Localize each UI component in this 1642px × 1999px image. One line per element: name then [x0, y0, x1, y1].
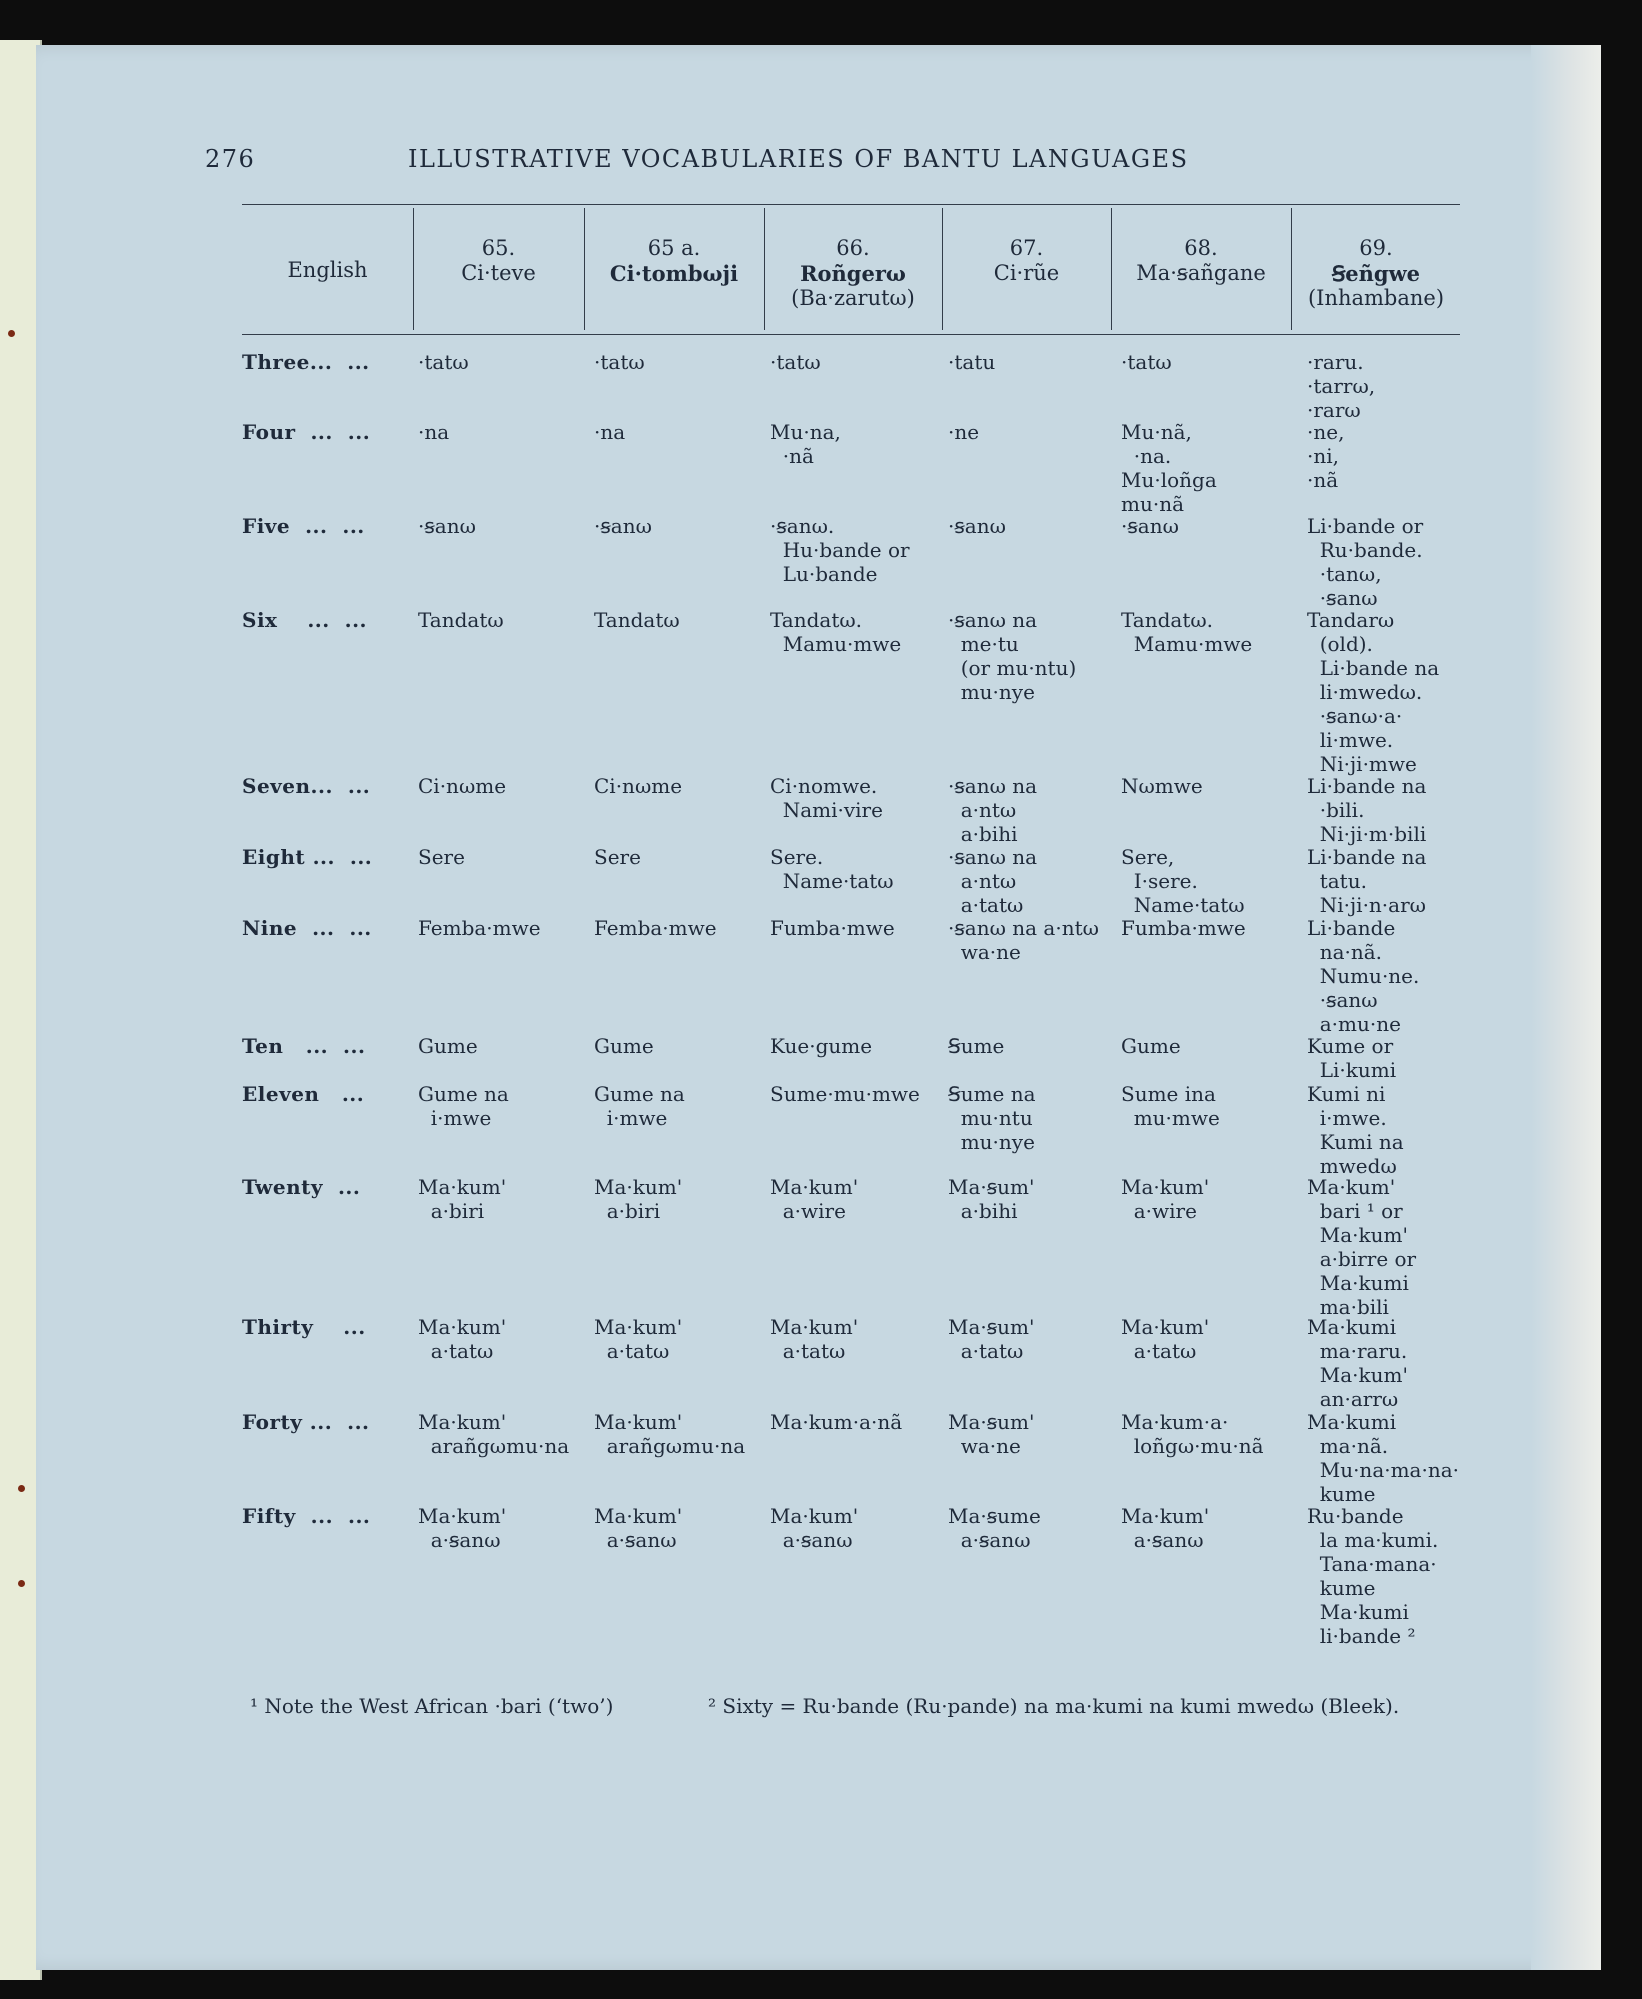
table-cell: Ꞩume	[948, 1034, 1005, 1058]
table-cell: Li·bande na·nã. Numu·ne. ·ꞩanω a·mu·ne	[1307, 916, 1420, 1036]
column-header-0	[242, 258, 413, 283]
table-cell: ·ꞩanω. Hu·bande or Lu·bande	[770, 514, 910, 586]
row-label: Nine ... ...	[242, 916, 372, 940]
table-cell: ·tatu	[948, 350, 996, 374]
column-header-number: 65.	[481, 236, 516, 260]
table-cell: Sere, I·sere. Name·tatω	[1121, 845, 1245, 917]
footnote-1: ¹ Note the West African ·bari (‘two’)	[250, 1694, 614, 1718]
table-cell: Ma·kum' a·wire	[770, 1175, 859, 1223]
column-header-name: Ma·ꞩañgane	[1136, 261, 1266, 285]
table-cell: ·ꞩanω na a·ntω a·bihi	[948, 774, 1038, 846]
row-label: Thirty ...	[242, 1315, 366, 1339]
foxing-spot	[8, 330, 15, 337]
table-cell: Gume na i·mwe	[418, 1082, 509, 1130]
table-cell: Gume	[594, 1034, 654, 1058]
table-cell: Kumi ni i·mwe. Kumi na mwedω	[1307, 1082, 1404, 1178]
table-cell: Mu·na, ·nã	[770, 420, 841, 468]
table-cell: Femba·mwe	[418, 916, 541, 940]
table-cell: Gume	[418, 1034, 478, 1058]
row-label: Forty ... ...	[242, 1410, 370, 1434]
column-header-name: Roñgerω	[800, 261, 906, 286]
column-header-name: English	[287, 258, 368, 282]
table-cell: Ma·kum' a·biri	[418, 1175, 507, 1223]
table-cell: Sere. Name·tatω	[770, 845, 894, 893]
table-cell: ·ꞩanω na a·ntω a·tatω	[948, 845, 1038, 917]
table-cell: Sume ina mu·mwe	[1121, 1082, 1220, 1130]
column-header-number: 69.	[1359, 236, 1393, 260]
column-header-1	[413, 236, 584, 286]
row-label: Twenty ...	[242, 1175, 361, 1199]
table-cell: Ma·kum' arañgωmu·na	[594, 1410, 746, 1458]
table-cell: ·ꞩanω na me·tu (or mu·ntu) mu·nye	[948, 608, 1077, 704]
table-cell: Ma·kum' arañgωmu·na	[418, 1410, 570, 1458]
table-cell: Kume or Li·kumi	[1307, 1034, 1397, 1082]
column-header-number: 66.	[836, 236, 870, 260]
table-cell: Tandatω. Mamu·mwe	[1121, 608, 1253, 656]
table-cell: Sere	[418, 845, 465, 869]
table-cell: ·ꞩanω	[594, 514, 652, 538]
table-cell: Ma·kum' a·ꞩanω	[770, 1504, 859, 1552]
table-cell: Ma·kum' a·ꞩanω	[418, 1504, 507, 1552]
table-cell: Ma·ꞩume a·ꞩanω	[948, 1504, 1041, 1552]
table-cell: ·tatω	[770, 350, 821, 374]
page-title: ILLUSTRATIVE VOCABULARIES OF BANTU LANGUAGES	[408, 145, 1189, 173]
table-cell: Tandatω	[594, 608, 680, 632]
table-cell: ·tatω	[594, 350, 645, 374]
column-header-number: 68.	[1184, 236, 1218, 260]
table-cell: Ru·bande la ma·kumi. Tana·mana· kume Ma·kumi li·bande ²	[1307, 1504, 1439, 1648]
column-header-number: 67.	[1009, 236, 1044, 260]
table-cell: Ma·kum·a·nã	[770, 1410, 903, 1434]
table-cell: Ma·kum' a·biri	[594, 1175, 683, 1223]
table-cell: Kue·gume	[770, 1034, 873, 1058]
table-cell: Ma·ꞩum' wa·ne	[948, 1410, 1035, 1458]
footnote-2: ² Sixty = Ru·bande (Ru·pande) na ma·kumi na kumi mwedω (Bleek).	[708, 1694, 1400, 1718]
table-cell: Ma·kumi ma·nã. Mu·na·ma·na· kume	[1307, 1410, 1460, 1506]
table-cell: ·na	[418, 420, 450, 444]
table-cell: Ci·nωme	[418, 774, 507, 798]
table-cell: ·na	[594, 420, 626, 444]
table-cell: Ma·kum' a·ꞩanω	[594, 1504, 683, 1552]
row-label: Ten ... ...	[242, 1034, 366, 1058]
table-cell: Gume na i·mwe	[594, 1082, 685, 1130]
table-cell: ·ꞩanω na a·ntω wa·ne	[948, 916, 1099, 964]
table-cell: Ma·kum' a·wire	[1121, 1175, 1210, 1223]
column-header-number: 65 a.	[647, 236, 701, 260]
table-cell: ·ꞩanω	[948, 514, 1006, 538]
table-cell: Ci·nomwe. Nami·vire	[770, 774, 883, 822]
table-cell: Fumba·mwe	[770, 916, 895, 940]
column-header-name: Ci·tombωji	[609, 261, 739, 286]
table-cell: Ma·kum' bari ¹ or Ma·kum' a·birre or Ma·kumi ma·bili	[1307, 1175, 1417, 1319]
column-header-6	[1291, 236, 1461, 311]
foxing-spot	[18, 1485, 25, 1492]
table-cell: Ma·kum' a·tatω	[594, 1315, 683, 1363]
table-cell: Tandatω	[418, 608, 504, 632]
table-cell: Li·bande na tatu. Ni·ji·n·arω	[1307, 845, 1427, 917]
table-cell: Li·bande na ·bili. Ni·ji·m·bili	[1307, 774, 1427, 846]
row-label: Five ... ...	[242, 514, 365, 538]
table-cell: Ma·ꞩum' a·bihi	[948, 1175, 1035, 1223]
table-cell: Ma·kum·a· loñgω·mu·nã	[1121, 1410, 1264, 1458]
table-cell: ·tatω	[1121, 350, 1172, 374]
table-cell: Tandatω. Mamu·mwe	[770, 608, 902, 656]
table-cell: Ma·kum' a·tatω	[770, 1315, 859, 1363]
table-cell: Sere	[594, 845, 641, 869]
column-header-sub: (Inhambane)	[1307, 286, 1445, 310]
foxing-spot	[18, 1580, 25, 1587]
column-header-5	[1111, 236, 1291, 286]
table-cell: ·ꞩanω	[1121, 514, 1179, 538]
column-header-2	[584, 236, 764, 286]
table-cell: Ci·nωme	[594, 774, 683, 798]
table-cell: Ma·ꞩum' a·tatω	[948, 1315, 1035, 1363]
table-header-rule	[242, 334, 1460, 335]
row-label: Seven... ...	[242, 774, 371, 798]
table-cell: Ma·kum' a·tatω	[418, 1315, 507, 1363]
table-cell: Tandarω (old). Li·bande na li·mwedω. ·ꞩanω·a· li·mwe. Ni·ji·mwe	[1307, 608, 1440, 776]
table-cell: Nωmwe	[1121, 774, 1203, 798]
row-label: Eight ... ...	[242, 845, 373, 869]
column-header-name: Ci·rũe	[993, 261, 1060, 285]
table-cell: ·raru. ·tarrω, ·rarω	[1307, 350, 1376, 422]
table-cell: ·ne, ·ni, ·nã	[1307, 420, 1345, 492]
table-cell: ·ne	[948, 420, 980, 444]
table-top-rule	[242, 204, 1460, 205]
table-cell: Femba·mwe	[594, 916, 717, 940]
page-number: 276	[205, 145, 256, 173]
column-header-4	[942, 236, 1111, 286]
table-cell: Mu·nã, ·na. Mu·loñga mu·nã	[1121, 420, 1217, 516]
row-label: Four ... ...	[242, 420, 371, 444]
column-header-name: Ꞩeñgwe	[1331, 261, 1421, 286]
table-cell: Ma·kumi ma·raru. Ma·kum' an·arrω	[1307, 1315, 1408, 1411]
table-cell: ·tatω	[418, 350, 469, 374]
row-label: Three... ...	[242, 350, 370, 374]
table-cell: ·ꞩanω	[418, 514, 476, 538]
column-header-3	[764, 236, 942, 311]
row-label: Fifty ... ...	[242, 1504, 371, 1528]
table-cell: Gume	[1121, 1034, 1181, 1058]
table-cell: Ma·kum' a·tatω	[1121, 1315, 1210, 1363]
column-header-name: Ci·teve	[461, 261, 536, 285]
table-cell: Ꞩume na mu·ntu mu·nye	[948, 1082, 1036, 1154]
column-header-sub: (Ba·zarutω)	[791, 286, 915, 310]
table-cell: Li·bande or Ru·bande. ·tanω, ·ꞩanω	[1307, 514, 1424, 610]
table-cell: Fumba·mwe	[1121, 916, 1246, 940]
row-label: Six ... ...	[242, 608, 368, 632]
table-cell: Sume·mu·mwe	[770, 1082, 920, 1106]
page-edge-shadow	[1531, 45, 1601, 1970]
table-cell: Ma·kum' a·ꞩanω	[1121, 1504, 1210, 1552]
row-label: Eleven ...	[242, 1082, 365, 1106]
